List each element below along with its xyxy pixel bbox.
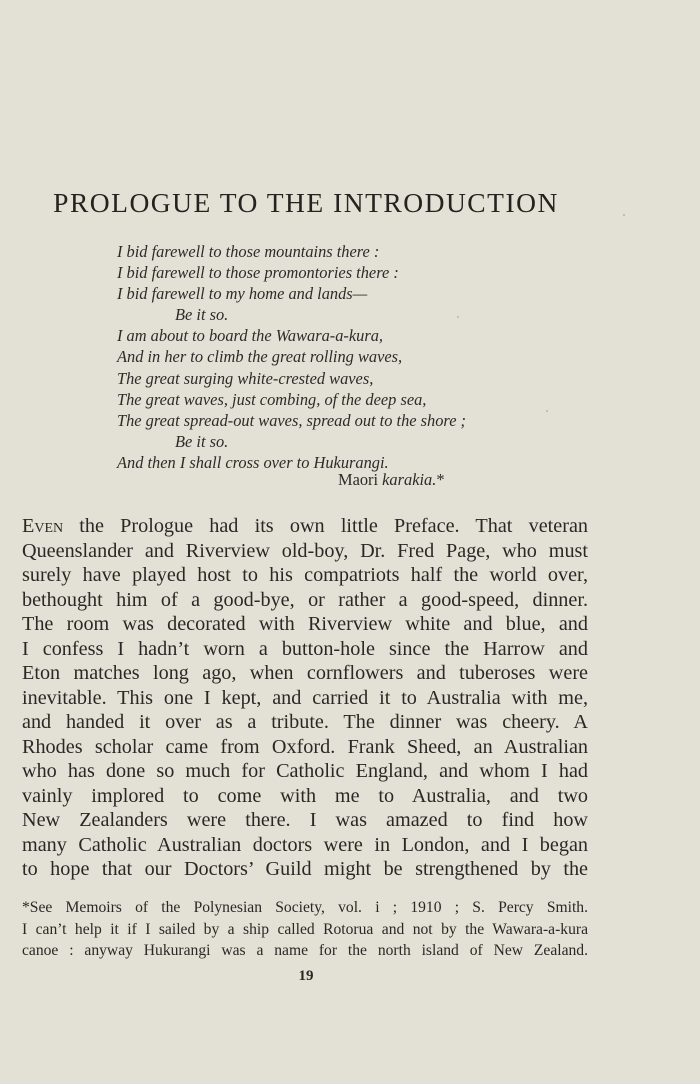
poem-line: I bid farewell to those mountains there : [117, 242, 380, 261]
poem-attribution [338, 470, 445, 490]
poem-line: The great waves, just combing, of the deep sea, [117, 389, 427, 409]
body-line: I confess I hadn’t worn a button-hole since the Harrow and [22, 637, 588, 660]
body-paragraph [22, 514, 588, 882]
body-line: who has done so much for Catholic England, and whom I had [22, 760, 588, 782]
footnote-line: I can’t help it if I sailed by a ship called Rotorua and not by the Wawara-a-kura [22, 920, 588, 938]
attribution-footnote-mark: * [436, 470, 445, 489]
paper-speck [546, 410, 548, 412]
page-number: 19 [298, 968, 314, 984]
poem-line: And then I shall cross over to Hukurangi. [117, 452, 389, 472]
poem-line: I am about to board the Wawara-a-kura, [117, 326, 384, 346]
footnote-line: *See Memoirs of the Polynesian Society, vol. i ; 1910 ; S. Percy Smith. [22, 899, 588, 916]
poem-line: And in her to climb the great rolling waves, [117, 347, 403, 367]
poem-line: Be it so. [175, 305, 229, 325]
paper-speck [623, 214, 625, 216]
body-line: many Catholic Australian doctors were in London, and I began [22, 833, 588, 856]
poem-block [117, 241, 466, 473]
body-line: Eton matches long ago, when cornflowers and tuberoses were [22, 662, 588, 684]
footnote-line: canoe : anyway Hukurangi was a name for the north island of New Zealand. [22, 942, 588, 959]
body-line: Queenslander and Riverview old-boy, Dr. Fred Page, who must [22, 539, 588, 562]
body-line: inevitable. This one I kept, and carried it to Australia with me, [22, 686, 588, 709]
poem-line: I bid farewell to my home and lands— [117, 284, 368, 304]
poem-line: The great surging white-crested waves, [117, 368, 374, 388]
poem-line: Be it so. [175, 431, 229, 451]
attribution-italic: karakia. [382, 470, 437, 489]
attribution-prefix: Maori [338, 470, 383, 489]
body-line [22, 514, 588, 539]
body-line-text: the Prologue had its own little Preface. That veteran [63, 515, 588, 537]
body-line: to hope that our Doctors’ Guild might be strengthened by the [22, 858, 588, 880]
body-line: bethought him of a good-bye, or rather a good-speed, dinner. [22, 588, 588, 611]
body-line: Rhodes scholar came from Oxford. Frank Sheed, an Australian [22, 735, 588, 758]
poem-line: I bid farewell to those promontories there : [117, 263, 399, 283]
chapter-title: PROLOGUE TO THE INTRODUCTION [53, 187, 559, 218]
paper-speck [457, 316, 459, 318]
footnote [22, 897, 588, 962]
body-line: surely have played host to his compatriots half the world over, [22, 564, 588, 586]
body-line: The room was decorated with Riverview white and blue, and [22, 613, 588, 635]
lead-word: Even [22, 515, 64, 537]
body-line: New Zealanders were there. I was amazed to find how [22, 809, 588, 831]
body-line: vainly implored to come with me to Australia, and two [22, 784, 588, 807]
body-line: and handed it over as a tribute. The dinner was cheery. A [22, 711, 588, 733]
poem-line: The great spread-out waves, spread out to the shore ; [117, 410, 467, 430]
